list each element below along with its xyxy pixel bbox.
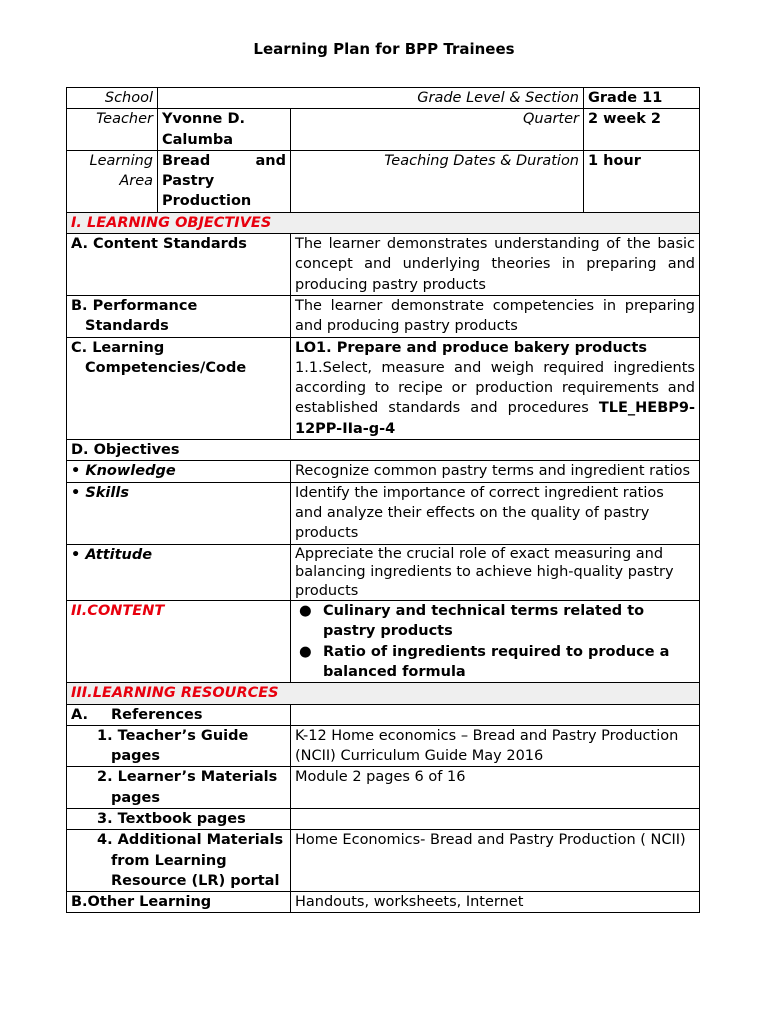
objectives-heading-row bbox=[67, 212, 700, 233]
teachers-guide-row bbox=[67, 725, 700, 767]
teachers-guide-text: K-12 Home economics – Bread and Pastry Production (NCII) Curriculum Guide May 2016 bbox=[291, 725, 700, 767]
list-item: ● Ratio of ingredients required to produce a balanced formula bbox=[299, 643, 670, 680]
list-item: ● Culinary and technical terms related to pastry products bbox=[299, 603, 645, 640]
skills-text: Identify the importance of correct ingredient ratios and analyze their effects on the quality of pastry products bbox=[291, 482, 700, 544]
lo-text: 1.1.Select, measure and weigh required ingredients according to recipe or production requirements and established standards and procedures bbox=[295, 359, 695, 417]
teachers-guide-label: 1. Teacher’s Guide pages bbox=[97, 727, 249, 765]
objectives-heading: I. LEARNING OBJECTIVES bbox=[67, 212, 700, 233]
bullet-icon: ● bbox=[299, 603, 312, 620]
resources-heading-row bbox=[67, 683, 700, 704]
learning-plan-table bbox=[66, 87, 700, 913]
knowledge-label: Knowledge bbox=[85, 463, 176, 480]
area-value: Bread and Pastry Production bbox=[158, 150, 291, 212]
header-row-school bbox=[67, 88, 700, 109]
teacher-value: Yvonne D. Calumba bbox=[158, 109, 291, 151]
attitude-row bbox=[67, 544, 700, 601]
dates-label: Teaching Dates & Duration bbox=[291, 150, 584, 212]
textbook-text bbox=[291, 809, 700, 830]
other-learning-text: Handouts, worksheets, Internet bbox=[291, 892, 700, 913]
references-value bbox=[291, 704, 700, 725]
lo-code: TLE_HEBP9-12PP-IIa-g-4 bbox=[295, 400, 695, 437]
content-standards-label: A. Content Standards bbox=[67, 234, 291, 296]
other-learning-label: B.Other Learning bbox=[67, 892, 291, 913]
skills-row bbox=[67, 482, 700, 544]
competencies-label: C. Learning Competencies/Code bbox=[71, 339, 247, 376]
teacher-label: Teacher bbox=[67, 109, 158, 151]
bullet-icon: • bbox=[71, 463, 81, 480]
objectives-label: D. Objectives bbox=[67, 440, 700, 461]
additional-materials-label: 4. Additional Materials from Learning Resource (LR) portal bbox=[97, 832, 284, 889]
resources-heading: III.LEARNING RESOURCES bbox=[67, 683, 700, 704]
references-label: References bbox=[111, 706, 203, 723]
additional-materials-row bbox=[67, 830, 700, 892]
content-heading: II.CONTENT bbox=[67, 601, 291, 683]
performance-standards-row bbox=[67, 295, 700, 337]
bullet-icon: • bbox=[71, 484, 81, 501]
dates-value: 1 hour bbox=[584, 150, 700, 212]
other-learning-row bbox=[67, 892, 700, 913]
attitude-text: Appreciate the crucial role of exact measuring and balancing ingredients to achieve high-quality pastry products bbox=[291, 544, 700, 601]
performance-standards-label: B. Performance Standards bbox=[71, 297, 198, 335]
grade-label: Grade Level & Section bbox=[158, 88, 584, 109]
skills-label: Skills bbox=[85, 484, 129, 501]
area-label: Learning Area bbox=[67, 150, 158, 212]
textbook-label: 3. Textbook pages bbox=[67, 809, 291, 830]
grade-value: Grade 11 bbox=[584, 88, 700, 109]
learners-materials-label: 2. Learner’s Materials pages bbox=[97, 769, 278, 806]
learners-materials-text: Module 2 pages 6 of 16 bbox=[291, 767, 700, 809]
bullet-icon: • bbox=[71, 546, 81, 563]
content-standards-row bbox=[67, 234, 700, 296]
page-title: Learning Plan for BPP Trainees bbox=[253, 40, 515, 58]
knowledge-text: Recognize common pastry terms and ingredient ratios bbox=[291, 461, 700, 482]
additional-materials-text: Home Economics- Bread and Pastry Production ( NCII) bbox=[291, 830, 700, 892]
knowledge-row bbox=[67, 461, 700, 482]
content-row bbox=[67, 601, 700, 683]
references-letter: A. bbox=[71, 706, 88, 723]
school-label: School bbox=[67, 88, 158, 109]
quarter-label: Quarter bbox=[291, 109, 584, 151]
performance-standards-text: The learner demonstrate competencies in preparing and producing pastry products bbox=[291, 295, 700, 337]
quarter-value: 2 week 2 bbox=[584, 109, 700, 151]
references-row bbox=[67, 704, 700, 725]
competencies-row bbox=[67, 337, 700, 439]
lo-title: LO1. Prepare and produce bakery products bbox=[295, 339, 647, 356]
textbook-row bbox=[67, 809, 700, 830]
attitude-label: Attitude bbox=[85, 546, 153, 563]
learners-materials-row bbox=[67, 767, 700, 809]
bullet-icon: ● bbox=[299, 643, 312, 660]
objectives-label-row bbox=[67, 440, 700, 461]
content-standards-text: The learner demonstrates understanding of the basic concept and underlying theories in preparing and producing pastry products bbox=[291, 234, 700, 296]
header-row-teacher bbox=[67, 109, 700, 151]
header-row-area bbox=[67, 150, 700, 212]
